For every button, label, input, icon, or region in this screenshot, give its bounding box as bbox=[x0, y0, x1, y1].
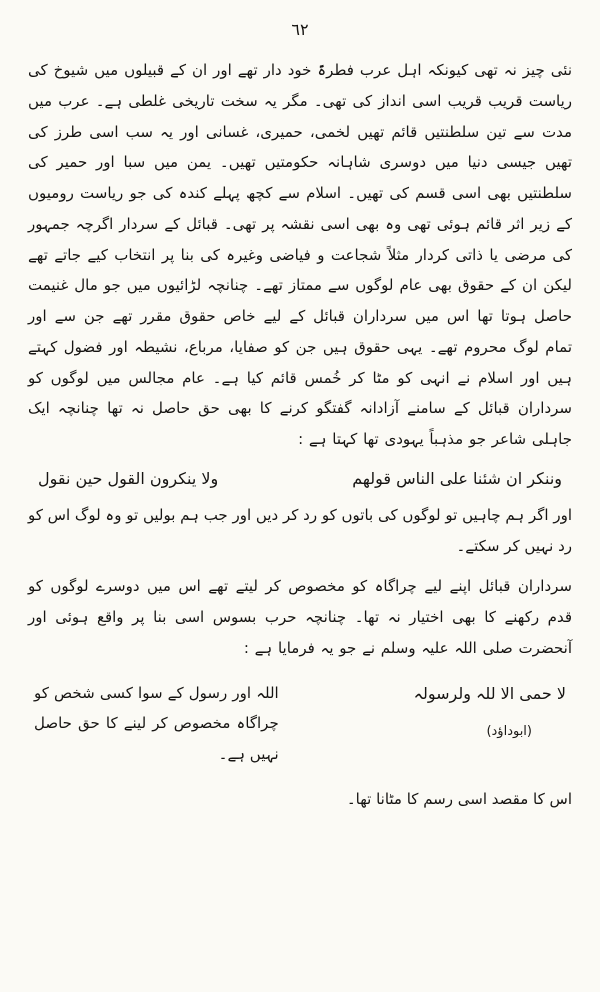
hadith-translation: اللہ اور رسول کے سوا کسی شخص کو چراگاہ مخصوص کر لینے کا حق حاصل نہیں ہے۔ bbox=[34, 683, 279, 763]
arabic-verse bbox=[38, 469, 562, 488]
hadith-arabic-text: لا حمی الا للہ ولرسولہ bbox=[413, 683, 566, 703]
body-paragraph-2: سرداران قبائل اپنے لیے چراگاہ کو مخصوص کر لیتے تھے اس میں دوسرے لوگوں کو قدم رکھنے کا بھی اختیار نہ تھا۔ چنانچہ حرب بسوس اسی بنا پر واقع ہوئی اور آنحضرت صلی اللہ علیہ وسلم نے جو یہ فرمایا ہے : bbox=[28, 577, 572, 657]
verse-hemistich-left: ولا ينکرون القول حين نقول bbox=[38, 468, 219, 488]
hadith-arabic-column bbox=[321, 678, 566, 739]
hadith-block bbox=[34, 678, 566, 770]
body-paragraph-1: نئی چیز نہ تھی کیونکہ اہل عرب فطرۃً خود دار تھے اور ان کے قبیلوں میں شیوخ کی ریاست قریب قریب اسی انداز کی تھی۔ مگر یہ سخت تاریخی غلطی ہے۔ عرب میں مدت سے تین سلطنتیں قائم تھیں لخمی، حمیری، غسانی اور یہ سب اسی طرز کی تھیں جیسی دنیا میں دوسری شاہانہ حکومتیں تھیں۔ یمن میں سبا اور حمیر کی سلطنتیں بھی اسی قسم کی تھیں۔ اسلام سے کچھ پہلے کندہ کی جو ریاست رومیوں کے زیر اثر قائم ہوئی تھی وہ بھی اسی نقشہ پر تھی۔ قبائل کے سردار اگرچہ جمہور کی مرضی یا ذاتی کردار مثلاً شجاعت و فیاضی وغیرہ کی بنا پر انتخاب کیے جاتے تھے لیکن ان کے حقوق بھی عام لوگوں سے ممتاز تھے۔ چنانچہ لڑائیوں میں جو مال غنیمت حاصل ہوتا تھا اس میں سرداران قبائل کے لیے خاص حقوق مقرر تھے جن سے اور تمام لوگ محروم تھے۔ یہی حقوق ہیں جن کو صفایا، مرباع، نشیطہ اور فضول کہتے ہیں اور اسلام نے انہی کو مٹا کر خُمس قائم کیا ہے۔ عام مجالس میں لوگوں کو سرداران قبائل کے سامنے آزادانہ گفتگو کرنے کا بھی حق حاصل نہ تھا چنانچہ ایک جاہلی شاعر جو مذہباً یہودی تھا کہتا ہے : bbox=[28, 61, 572, 448]
closing-line: اس کا مقصد اسی رسم کا مٹانا تھا۔ bbox=[346, 789, 572, 808]
hadith-source: (ابوداؤد) bbox=[486, 723, 532, 739]
verse-hemistich-right: وننکر ان شئنا علی الناس قولهم bbox=[352, 468, 562, 488]
verse-translation: اور اگر ہم چاہیں تو لوگوں کی باتوں کو رد کر دیں اور جب ہم بولیں تو وہ لوگ اس کو رد نہیں کر سکتے۔ bbox=[28, 505, 572, 555]
page-number: ٦٢ bbox=[291, 20, 309, 39]
